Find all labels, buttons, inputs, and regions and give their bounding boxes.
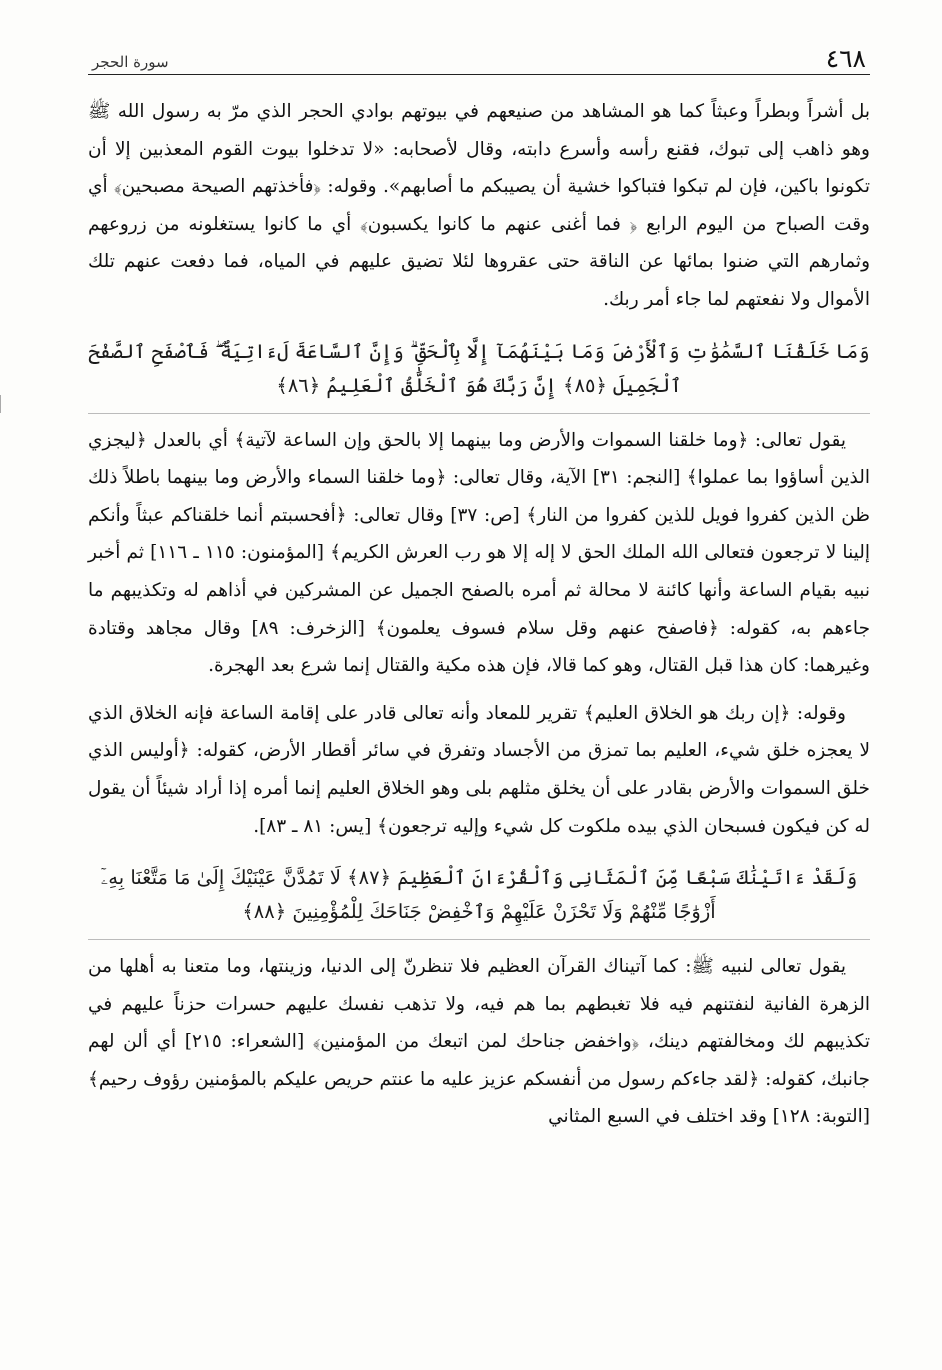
margin-mark xyxy=(0,395,1,413)
page-header xyxy=(88,40,870,75)
commentary-paragraph-4: يقول تعالى لنبيه ﷺ: كما آتيناك القرآن العظيم فلا تنظرنّ إلى الدنيا، وزينتها، وما متعنا به أهلها من الزهرة الفانية لنفتنهم فيه فلا تغبطهم بما هم فيه، ولا تذهب نفسك عليهم حسرات حزناً عليهم في تكذيبهم لك ومخالفتهم دينك، ﴿واخفض جناحك لمن اتبعك من المؤمنين﴾ [الشعراء: ٢١٥] أي ألن لهم جانبك، كقوله: ﴿لقد جاءكم رسول من أنفسكم عزيز عليه ما عنتم حريص عليكم بالمؤمنين رؤوف رحيم﴾ [التوبة: ١٢٨] وقد اختلف في السبع المثاني xyxy=(88,956,870,1128)
surah-name: سورة الحجر xyxy=(92,53,169,71)
commentary-paragraph-2: يقول تعالى: ﴿وما خلقنا السموات والأرض وما بينهما إلا بالحق وإن الساعة لآتية﴾ أي بالعدل ﴿ليجزي الذين أساؤوا بما عملوا﴾ [النجم: ٣١] الآية، وقال تعالى: ﴿وما خلقنا السماء والأرض وما بينهما باطلاً ذلك ظن الذين كفروا فويل للذين كفروا من النار﴾ [ص: ٣٧] وقال تعالى: ﴿أفحسبتم أنما خلقناكم عبثاً وأنكم إلينا لا ترجعون فتعالى الله الملك الحق لا إله إلا هو رب العرش الكريم﴾ [المؤمنون: ١١٥ ـ ١١٦] ثم أخبر نبيه بقيام الساعة وأنها كائنة لا محالة ثم أمره بالصفح الجميل عن المشركين في أذاهم له وتكذيبهم ما جاءهم به، كقوله: ﴿فاصفح عنهم وقل سلام فسوف يعلمون﴾ [الزخرف: ٨٩] وقال مجاهد وقتادة وغيرهما: كان هذا قبل القتال، وهو كما قالا، فإن هذه مكية والقتال إنما شرع بعد الهجرة. xyxy=(88,429,871,677)
commentary-paragraph-3: وقوله: ﴿إن ربك هو الخلاق العليم﴾ تقرير للمعاد وأنه تعالى قادر على إقامة الساعة فإنه الخلاق الذي لا يعجزه خلق شيء، العليم بما تمزق من الأجساد وتفرق في سائر أقطار الأرض، كقوله: ﴿أوليس الذي خلق السموات والأرض بقادر على أن يخلق مثلهم بلى وهو الخلاق العليم إنما أمره إذا أراد شيئاً أن يقول له كن فيكون فسبحان الذي بيده ملكوت كل شيء وإليه ترجعون﴾ [يس: ٨١ ـ ٨٣]. xyxy=(88,702,870,837)
quran-verse-85-86: وَمَا خَلَقْنَا ٱلسَّمَٰوَٰتِ وَٱلْأَرْضَ وَمَا بَيْنَهُمَآ إِلَّا بِٱلْحَقِّ ۗ وَإِنَّ ٱلسَّاعَةَ لَءَاتِيَةٌ ۖ فَٱصْفَحِ ٱلصَّفْحَ ٱلْجَمِيلَ ﴿٨٥﴾ إِنَّ رَبَّكَ هُوَ ٱلْخَلَّٰقُ ٱلْعَلِيمُ ﴿٨٦﴾ xyxy=(88,329,870,414)
page-number: ٤٦٨ xyxy=(825,44,866,73)
quran-verse-87-88: وَلَقَدْ ءَاتَيْنَٰكَ سَبْعًا مِّنَ ٱلْمَثَانِى وَٱلْقُرْءَانَ ٱلْعَظِيمَ ﴿٨٧﴾ لَا تَمُدَّنَّ عَيْنَيْكَ إِلَىٰ مَا مَتَّعْنَا بِهِۦٓ أَزْوَٰجًا مِّنْهُمْ وَلَا تَحْزَنْ عَلَيْهِمْ وَٱخْفِضْ جَنَاحَكَ لِلْمُؤْمِنِينَ ﴿٨٨﴾ xyxy=(88,855,870,940)
book-page xyxy=(88,40,870,1136)
commentary-paragraph-1: بل أشراً وبطراً وعبثاً كما هو المشاهد من صنيعهم في بيوتهم بوادي الحجر الذي مرّ به رسول الله ﷺ وهو ذاهب إلى تبوك، فقنع رأسه وأسرع دابته، وقال لأصحابه: «لا تدخلوا بيوت القوم المعذبين إلا أن تكونوا باكين، فإن لم تبكوا فتباكوا خشية أن يصيبكم ما أصابهم». وقوله: ﴿فأخذتهم الصيحة مصبحين﴾ أي وقت الصباح من اليوم الرابع ﴿ فما أغنى عنهم ما كانوا يكسبون﴾ أي ما كانوا يستغلونه من زروعهم وثمارهم التي ضنوا بمائها عن الناقة حتى عقروها لئلا تضيق عليهم في المياه، فما دفعت عنهم تلك الأموال ولا نفعتهم لما جاء أمر ربك. xyxy=(88,101,870,310)
